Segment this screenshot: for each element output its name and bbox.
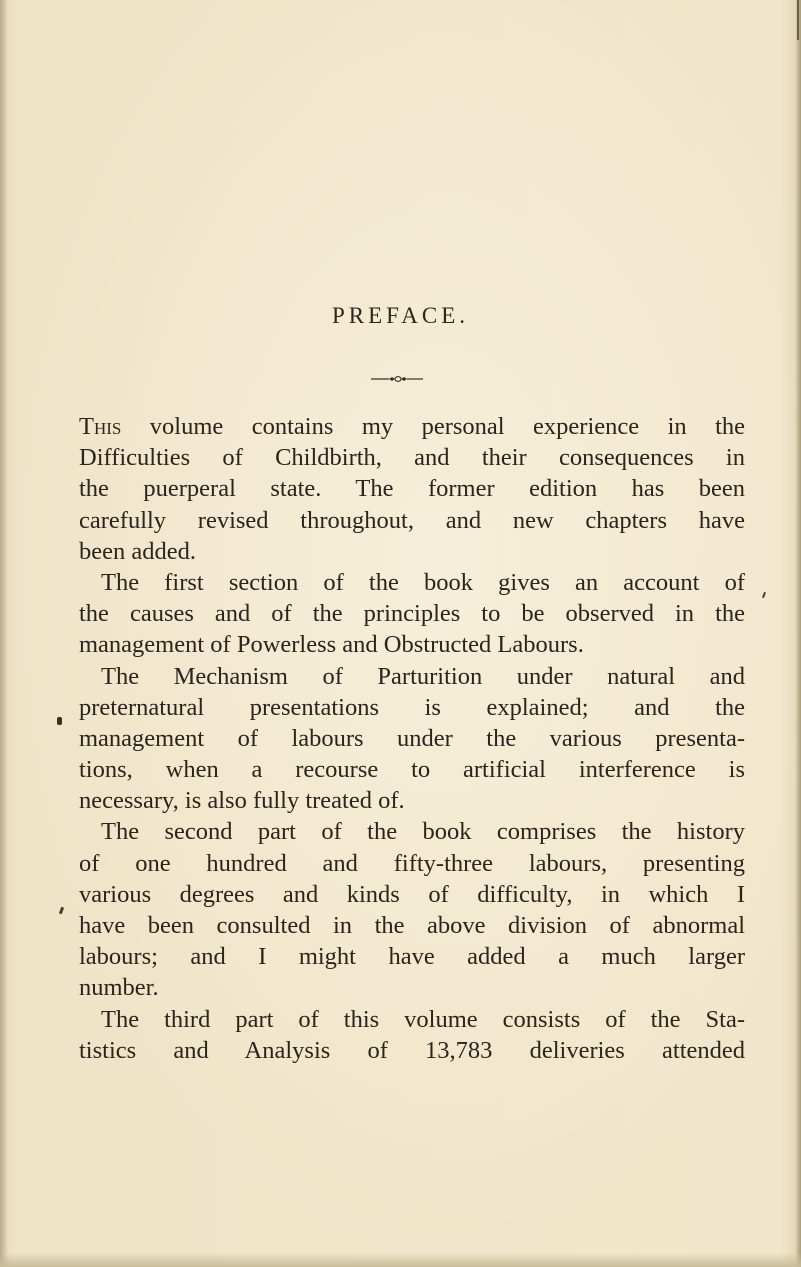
text-line: various degrees and kinds of difficulty, in which I	[79, 880, 745, 908]
text-line: The first section of the book gives an account of	[101, 568, 745, 596]
margin-ink-tick	[59, 907, 64, 915]
preface-body	[79, 411, 745, 1066]
text-line: tistics and Analysis of 13,783 deliveries attended	[79, 1036, 745, 1064]
text-line: management of Powerless and Obstructed Labours.	[79, 631, 584, 659]
ornament-oval	[395, 377, 401, 382]
text-line: been added.	[79, 537, 196, 565]
text-line	[79, 411, 745, 442]
text-line: The Mechanism of Parturition under natural and	[101, 662, 745, 690]
ornament-divider	[371, 374, 423, 384]
page-bottom-shadow	[0, 1253, 801, 1267]
text-line: of one hundred and fifty-three labours, presenting	[79, 849, 745, 877]
line-text: volume contains my personal experience in the	[121, 413, 745, 440]
text-line: carefully revised throughout, and new chapters have	[79, 506, 745, 534]
page-edge-mark	[797, 0, 799, 40]
page-edge-shadow	[795, 0, 801, 1267]
ornament-diamond-right	[401, 377, 407, 381]
text-line: preternatural presentations is explained; and the	[79, 693, 745, 721]
text-line: the puerperal state. The former edition has been	[79, 475, 745, 503]
text-line: management of labours under the various presenta-	[79, 724, 745, 752]
text-line: labours; and I might have added a much larger	[79, 943, 745, 971]
text-line: Difficulties of Childbirth, and their consequences in	[79, 444, 745, 472]
text-line: number.	[79, 974, 159, 1002]
text-line: The second part of the book comprises the history	[101, 818, 745, 846]
ornament-diamond-left	[389, 377, 395, 381]
preface-title: PREFACE.	[331, 303, 470, 328]
page-gutter-shadow	[0, 0, 8, 1267]
margin-ink-mark	[57, 717, 62, 725]
text-line: The third part of this volume consists of the Sta-	[101, 1005, 745, 1033]
margin-ink-tick-right	[762, 592, 766, 598]
text-line: have been consulted in the above division of abnormal	[79, 912, 745, 939]
text-line: the causes and of the principles to be observed in the	[79, 600, 745, 628]
drop-word: This	[79, 413, 122, 440]
text-line: tions, when a recourse to artificial interference is	[79, 756, 745, 784]
text-line: necessary, is also fully treated of.	[79, 787, 405, 815]
